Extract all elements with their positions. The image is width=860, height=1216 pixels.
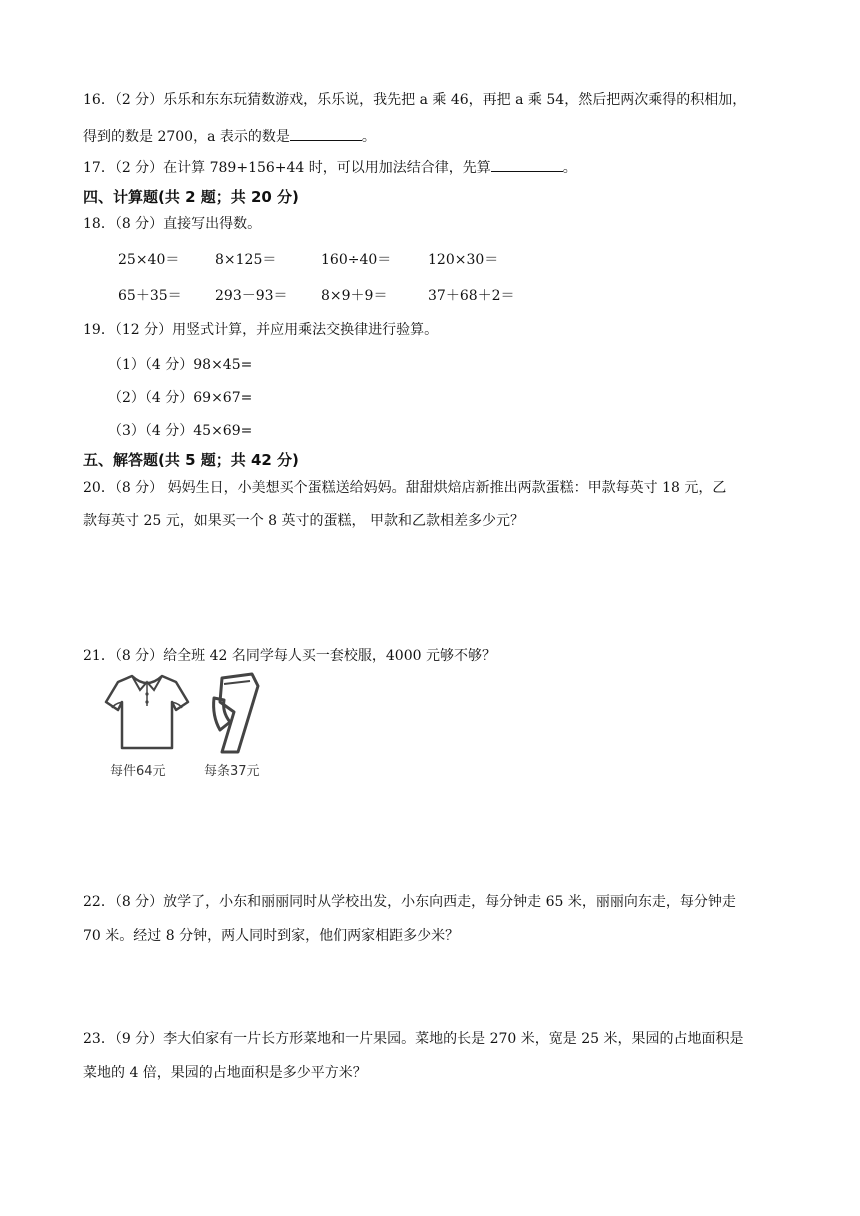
- section-4-heading: 四、计算题(共 2 题；共 20 分): [83, 188, 299, 206]
- q18-item: 65＋35＝: [118, 288, 182, 304]
- q18-item: 160÷40＝: [321, 252, 392, 268]
- q17-tail: 。: [562, 160, 577, 176]
- q22-line1: 22．（8 分）放学了，小东和丽丽同时从学校出发，小东向西走，每分钟走 65 米，丽丽向东走，每分钟走: [83, 894, 736, 910]
- q18-item: 120×30＝: [428, 252, 499, 268]
- q16-line2: [83, 126, 813, 147]
- q23-line1: 23．（9 分）李大伯家有一片长方形菜地和一片果园。菜地的长是 270 米，宽是 25 米，果园的占地面积是: [83, 1031, 744, 1047]
- q16-answer-blank[interactable]: [290, 126, 362, 141]
- shirt-icon: [102, 668, 192, 754]
- q18-prompt: 18．（8 分）直接写出得数。: [83, 216, 262, 232]
- q16-line2-text: 得到的数是 2700，a 表示的数是: [83, 129, 290, 145]
- q17-line: [83, 157, 813, 178]
- q19-sub-2: （2）（4 分）69×67=: [108, 390, 253, 406]
- q23-line2: 菜地的 4 倍，果园的占地面积是多少平方米？: [83, 1065, 367, 1081]
- q16-line2-tail: 。: [361, 129, 376, 145]
- q20-line1: 20．（8 分） 妈妈生日，小美想买个蛋糕送给妈妈。甜甜烘焙店新推出两款蛋糕：甲款每英寸 18 元，乙: [83, 480, 727, 496]
- q19-prompt: 19．（12 分）用竖式计算，并应用乘法交换律进行验算。: [83, 322, 439, 338]
- q22-line2: 70 米。经过 8 分钟，两人同时到家，他们两家相距多少米？: [83, 928, 460, 944]
- q16-line1: 16．（2 分）乐乐和东东玩猜数游戏，乐乐说，我先把 a 乘 46，再把 a 乘 54，然后把两次乘得的积相加，: [83, 92, 747, 108]
- q18-item: 8×9＋9＝: [321, 288, 388, 304]
- q18-row-2: [118, 285, 638, 305]
- q18-row-1: [118, 249, 638, 269]
- q18-item: 37＋68＋2＝: [428, 288, 515, 304]
- pants-icon: [208, 672, 270, 758]
- q21-text: 21．（8 分）给全班 42 名同学每人买一套校服，4000 元够不够？: [83, 648, 496, 664]
- q19-sub-3: （3）（4 分）45×69=: [108, 423, 253, 439]
- q18-item: 8×125＝: [215, 252, 277, 268]
- q17-answer-blank[interactable]: [491, 157, 563, 172]
- q18-item: 25×40＝: [118, 252, 180, 268]
- uniform-figure: [100, 668, 280, 783]
- shirt-price-caption: 每件64元: [110, 764, 166, 779]
- pants-price-caption: 每条37元: [204, 764, 260, 779]
- q18-item: 293－93＝: [215, 288, 288, 304]
- q19-sub-1: （1）（4 分）98×45=: [108, 357, 253, 373]
- section-5-heading: 五、解答题(共 5 题；共 42 分): [83, 451, 299, 469]
- q20-line2: 款每英寸 25 元，如果买一个 8 英寸的蛋糕， 甲款和乙款相差多少元？: [83, 513, 524, 529]
- q17-text: 17．（2 分）在计算 789+156+44 时，可以用加法结合律，先算: [83, 160, 491, 176]
